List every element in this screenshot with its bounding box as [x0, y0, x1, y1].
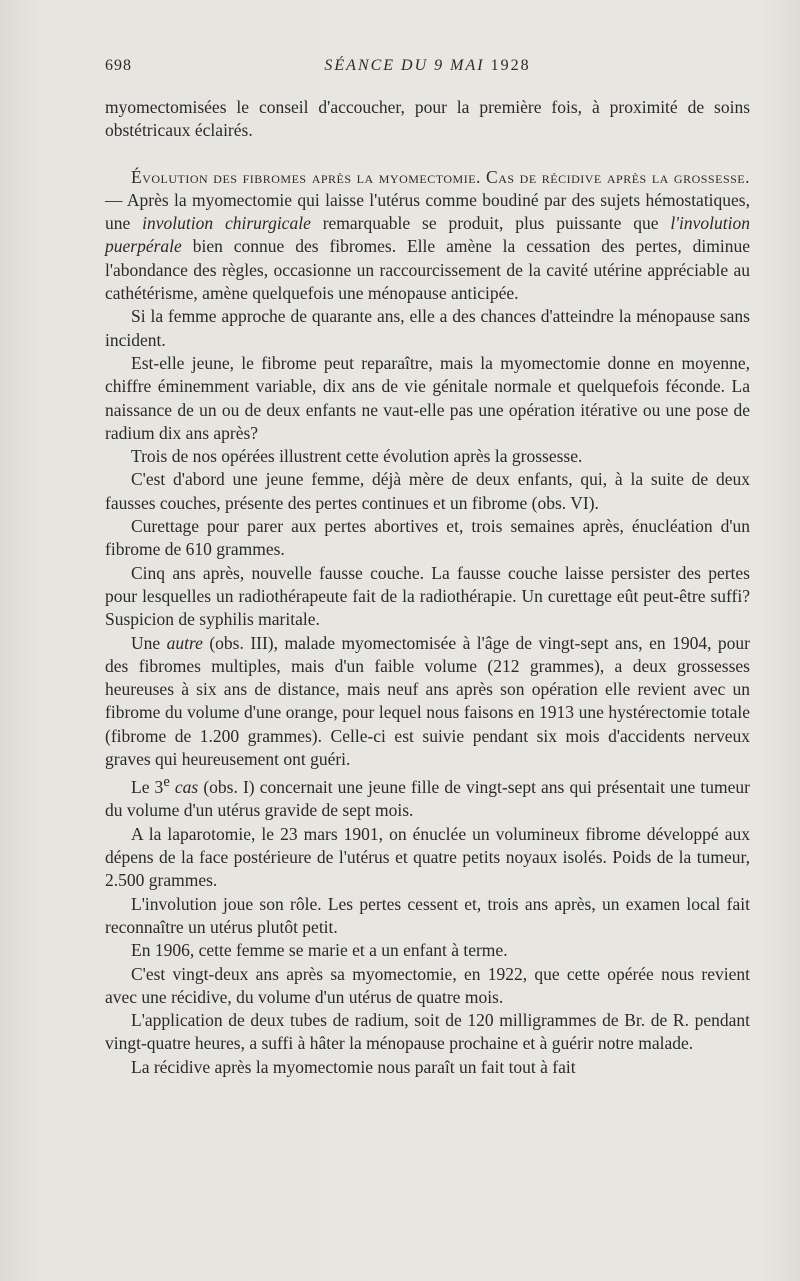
paragraph: Trois de nos opérées illustrent cette évolution après la grossesse.: [131, 446, 583, 467]
paragraph: C'est vingt-deux ans après sa myomectomie, en 1922, que cette opérée nous revient avec une récidive, du volume d'un utérus de quatre mois.: [105, 963, 750, 1007]
page-number: 698: [105, 57, 132, 74]
paragraph: A la laparotomie, le 23 mars 1901, on énuclée un volumineux fibrome développé aux dépens de la face postérieure de l'utérus et quatre petits noyaux isolés. Poids de la tumeur, 2.500 grammes.: [105, 823, 750, 891]
running-head-year: 1928: [490, 57, 531, 74]
running-head-title: SÉANCE DU 9 MAI: [324, 57, 485, 74]
paragraph: Une autre (obs. III), malade myomectomisée à l'âge de vingt-sept ans, en 1904, pour des fibromes multiples, mais d'un faible volume (212 grammes), a deux grossesses heureuses à six ans de distance, mais neuf ans après son opération elle revient avec un fibrome du volume d'une orange, pour lequel nous faisons en 1913 une hystérectomie totale (fibrome de 1.200 grammes). Celle-ci est suivie pendant six mois d'accidents nerveux graves qui heureusement ont guéri.: [105, 632, 750, 770]
paragraph: Si la femme approche de quarante ans, elle a des chances d'atteindre la ménopause sans incident.: [105, 306, 750, 350]
paragraph: L'application de deux tubes de radium, soit de 120 milligrammes de Br. de R. pendant vingt-quatre heures, a suffi à hâter la ménopause prochaine et à guérir notre malade.: [105, 1010, 750, 1054]
paragraph: Cinq ans après, nouvelle fausse couche. La fausse couche laisse persister des pertes pour lesquelles un radiothérapeute fait de la radiothérapie. Un curettage eût peut-être suffi? Suspicion de syphilis maritale.: [105, 562, 750, 630]
paragraph: myomectomisées le conseil d'accoucher, pour la première fois, à proximité de soins obstétricaux éclairés.: [105, 97, 750, 141]
section-paragraph: Évolution des fibromes après la myomectomie. Cas de récidive après la grossesse. — Après la myomectomie qui laisse l'utérus comme boudiné par des sujets hémostatiques, une involution chirurgicale remarquable se produit, plus puissante que l'involution puerpérale bien connue des fibromes. Elle amène la cessation des pertes, diminue l'abondance des règles, occasionne un raccourcissement de la cavité utérine appréciable au cathétérisme, amène quelquefois une ménopause anticipée.: [105, 166, 750, 304]
paragraph: C'est d'abord une jeune femme, déjà mère de deux enfants, qui, à la suite de deux fausses couches, présente des pertes continues et un fibrome (obs. VI).: [105, 469, 750, 513]
paragraph: L'involution joue son rôle. Les pertes cessent et, trois ans après, un examen local fait reconnaître un utérus plutôt petit.: [105, 893, 750, 937]
article-body: [105, 96, 750, 1079]
running-head: [105, 57, 750, 75]
paragraph: Le 3e cas (obs. I) concernait une jeune fille de vingt-sept ans qui présentait une tumeur du volume d'un utérus gravide de sept mois.: [105, 774, 750, 821]
page-header: [105, 57, 750, 81]
paragraph: Curettage pour parer aux pertes abortives et, trois semaines après, énucléation d'un fibrome de 610 grammes.: [105, 516, 750, 560]
section-heading: Évolution des fibromes après la myomectomie. Cas de récidive après la grossesse.: [131, 166, 750, 187]
paragraph: En 1906, cette femme se marie et a un enfant à terme.: [131, 940, 508, 961]
paragraph: La récidive après la myomectomie nous paraît un fait tout à fait: [131, 1056, 576, 1077]
paragraph: Est-elle jeune, le fibrome peut reparaître, mais la myomectomie donne en moyenne, chiffre éminemment variable, dix ans de vie génitale normale et quelquefois féconde. La naissance de un ou de deux enfants ne vaut-elle pas une opération itérative ou une pose de radium dix ans après?: [105, 352, 750, 443]
